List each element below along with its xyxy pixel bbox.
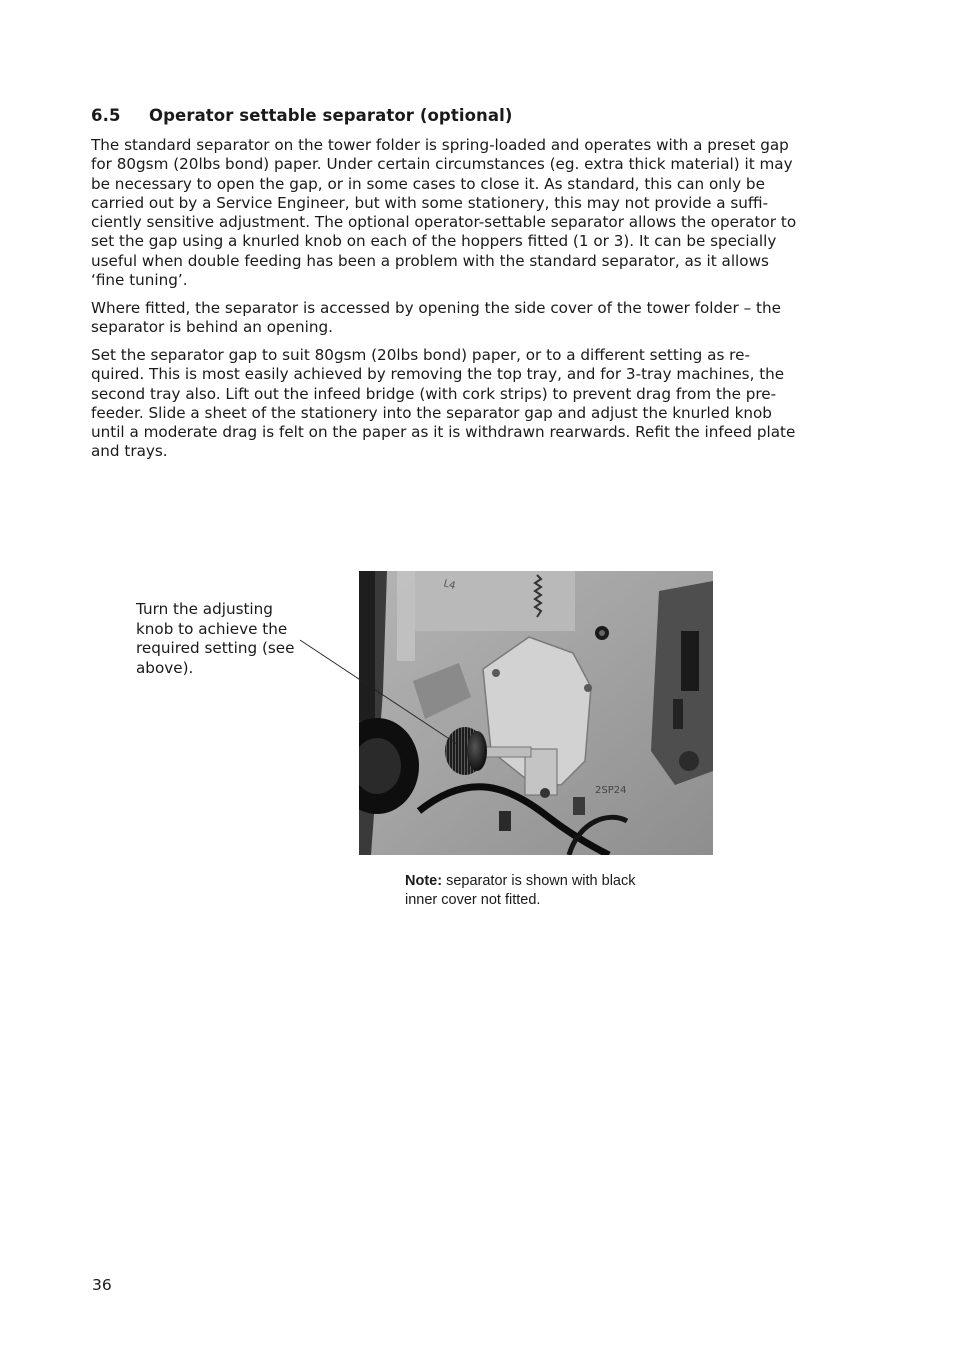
section-title: Operator settable separator (optional) — [149, 106, 513, 125]
callout-text — [136, 600, 294, 678]
text-line: set the gap using a knurled knob on each of the hoppers fitted (1 or 3). It can be specially — [91, 232, 777, 251]
callout-line: required setting (see — [136, 639, 295, 657]
board-mark: 2SP24 — [595, 785, 627, 796]
note-text: separator is shown with black — [446, 873, 636, 889]
text-line: The standard separator on the tower folder is spring-loaded and operates with a preset gap — [91, 136, 789, 154]
text-line: ciently sensitive adjustment. The optional operator-settable separator allows the operator to — [91, 213, 797, 232]
text-line: ‘fine tuning’. — [91, 271, 188, 290]
text-line: and trays. — [91, 442, 168, 461]
note-line-2: inner cover not fitted. — [405, 892, 541, 908]
panel-mark: L4 — [442, 578, 457, 592]
text-line: feeder. Slide a sheet of the stationery into the separator gap and adjust the knurled knob — [91, 403, 772, 422]
text-line: second tray also. Lift out the infeed bridge (with cork strips) to prevent drag from the pre- — [91, 384, 777, 403]
text-line: useful when double feeding has been a problem with the standard separator, as it allows — [91, 251, 769, 270]
separator-photo-drawing — [359, 571, 713, 855]
separator-photo — [359, 571, 713, 855]
text-line: for 80gsm (20lbs bond) paper. Under certain circumstances (eg. extra thick material) it may — [91, 155, 793, 174]
paragraph-set-gap — [91, 346, 851, 462]
page-number: 36 — [92, 1276, 112, 1294]
paragraph-standard-separator — [91, 136, 851, 290]
paragraph-access — [91, 299, 851, 338]
callout-line: knob to achieve the — [136, 619, 288, 638]
text-line: be necessary to open the gap, or in some cases to close it. As standard, this can only be — [91, 174, 765, 193]
photo-note — [405, 872, 636, 910]
note-line-1 — [405, 872, 636, 891]
text-line: Where fitted, the separator is accessed by opening the side cover of the tower folder – the — [91, 299, 781, 317]
text-line: separator is behind an opening. — [91, 318, 333, 337]
text-line: until a moderate drag is felt on the paper as it is withdrawn rearwards. Refit the infeed plate — [91, 423, 796, 442]
text-line: quired. This is most easily achieved by removing the top tray, and for 3-tray machines, the — [91, 365, 785, 384]
text-line: Set the separator gap to suit 80gsm (20lbs bond) paper, or to a different setting as re- — [91, 346, 750, 364]
callout-line: Turn the adjusting — [136, 600, 273, 618]
text-line: carried out by a Service Engineer, but with some stationery, this may not provide a suffi- — [91, 193, 769, 212]
note-label: Note: — [405, 873, 443, 889]
section-number: 6.5 — [91, 106, 121, 125]
callout-line: above). — [136, 658, 194, 677]
section-heading — [91, 106, 513, 125]
